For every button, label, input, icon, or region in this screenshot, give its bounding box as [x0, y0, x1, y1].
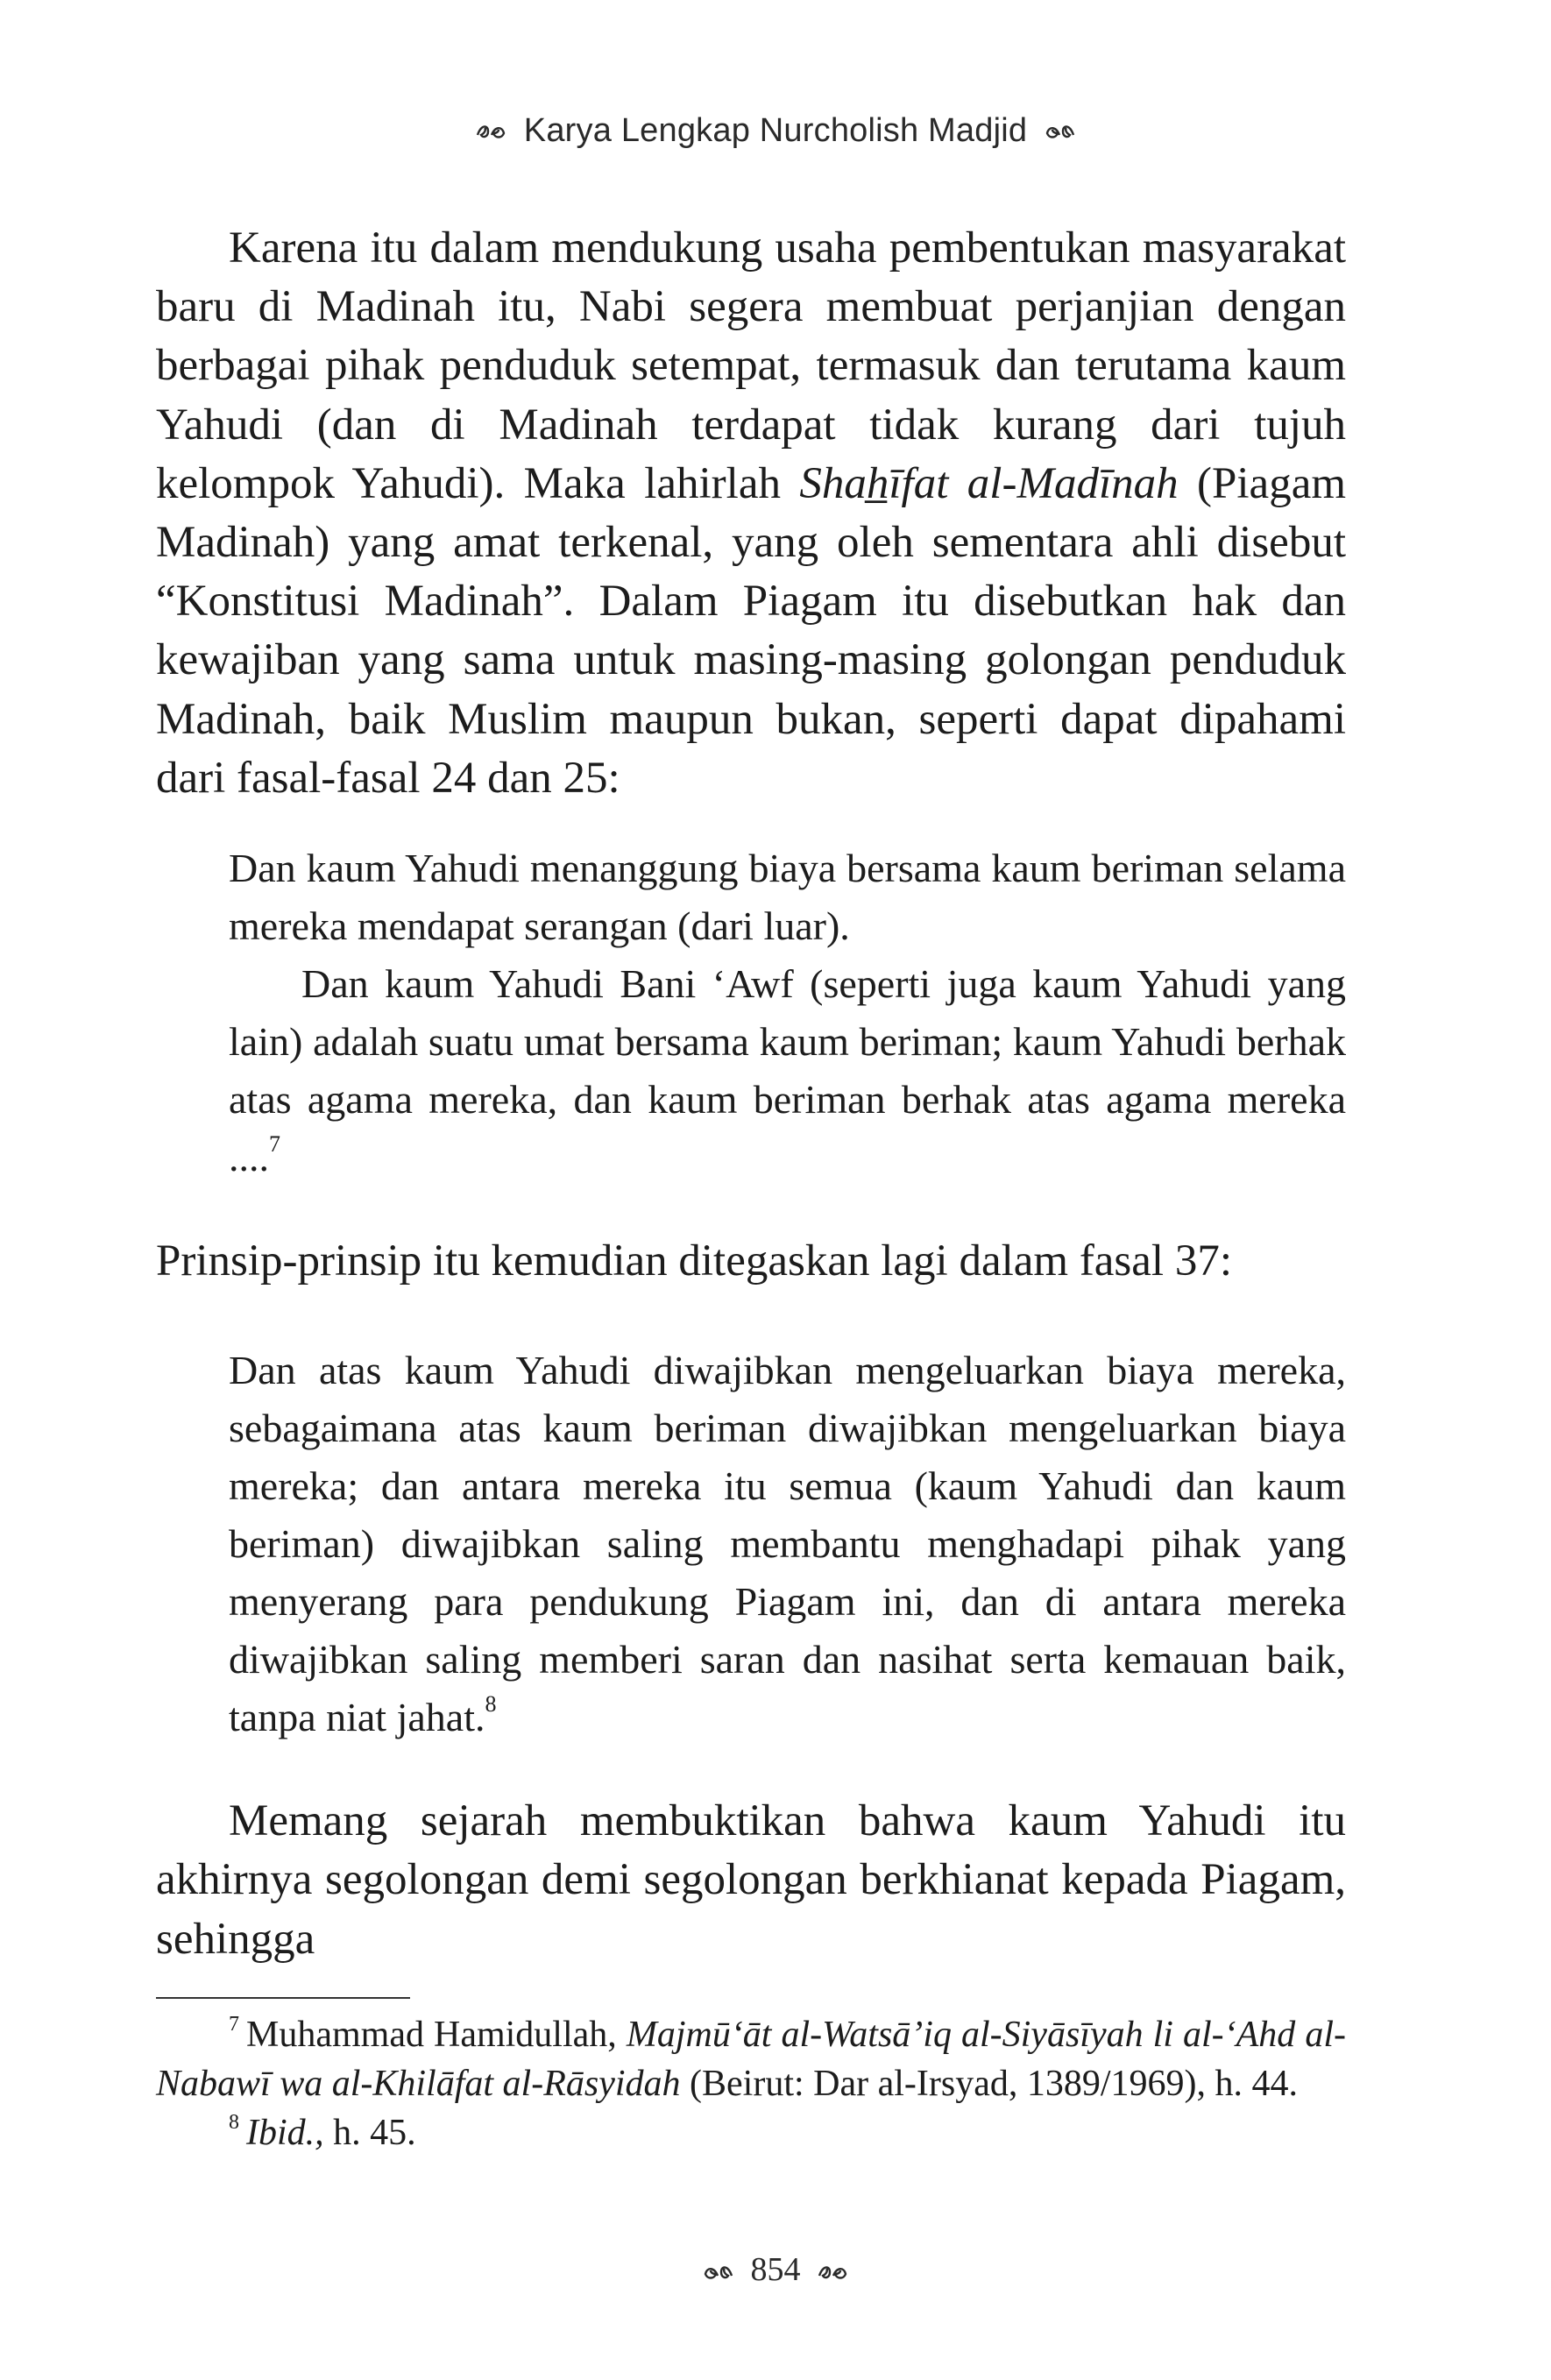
quote-2-text: Dan atas kaum Yahudi diwajibkan mengeluarkan biaya mereka, sebagaimana atas kaum beriman diwajibkan mengeluarkan biaya mereka; dan antara mereka itu semua (kaum Yahudi dan kaum beriman) diwajibkan saling membantu menghadapi pihak yang menyerang para pendukung Piagam ini, dan di antara mereka diwajibkan saling memberi saran dan nasihat serta kemauan baik, tanpa niat jahat.	[229, 1348, 1346, 1740]
quote-1-paragraph-2-text: Dan kaum Yahudi Bani ‘Awf (seperti juga kaum Yahudi yang lain) adalah suatu umat bersama kaum beriman; kaum Yahudi berhak atas agama mereka, dan kaum beriman berhak atas agama mereka ....	[229, 961, 1346, 1180]
footnotes	[156, 2010, 1346, 2157]
footnote-ref-8[interactable]: 8	[485, 1691, 497, 1718]
header-title: Karya Lengkap Nurcholish Madjid	[523, 112, 1028, 149]
footnote-7-author: Muhammad Hamidullah,	[246, 2015, 627, 2055]
footnote-8-page: h. 45.	[323, 2113, 416, 2153]
page-number: 854	[750, 2251, 801, 2288]
quote-2-paragraph	[229, 1342, 1346, 1746]
block-quote-2	[229, 1342, 1346, 1746]
footnote-7	[156, 2010, 1346, 2108]
ornament-right-icon	[1045, 114, 1075, 150]
paragraph-3: Memang sejarah membuktikan bahwa kaum Yahudi itu akhirnya segolongan demi segolongan berkhianat kepada Piagam, sehingga	[156, 1796, 1346, 1964]
paragraph-1-text-b: (Piagam Madinah) yang amat terkenal, yang oleh sementara ahli disebut “Konstitusi Madinah”. Dalam Piagam itu disebutkan hak dan kewajiban yang sama untuk masing-masing golongan penduduk Madinah, baik Muslim maupun bukan, seperti dapat dipahami dari fasal-fasal 24 dan 25:	[156, 458, 1346, 803]
footnote-8	[156, 2108, 1346, 2157]
footnote-7-title: Majmū‘āt al-Watsā’iq al-Siyāsīyah li al-‘Ahd al-Nabawī wa al-Khilāfat al-Rāsyidah	[156, 2015, 1346, 2104]
footnote-ref-7[interactable]: 7	[269, 1131, 280, 1158]
footnote-7-number: 7	[229, 2013, 239, 2036]
page-folio	[0, 2250, 1551, 2291]
folio-ornament-left-icon	[704, 2255, 733, 2291]
footnote-7-publication: (Beirut: Dar al-Irsyad, 1389/1969), h. 44.	[680, 2064, 1299, 2104]
block-quote-1	[229, 839, 1346, 1186]
running-header	[0, 112, 1551, 150]
paragraph-1	[156, 219, 1346, 808]
footnote-8-ibid: Ibid.,	[246, 2113, 324, 2153]
paragraph-1-italic-title: Shah̲īfat al-Madīnah	[799, 458, 1179, 508]
main-text	[156, 219, 1346, 1969]
ornament-left-icon	[476, 114, 506, 150]
footnote-divider	[156, 1997, 410, 1999]
footnote-8-number: 8	[229, 2111, 239, 2134]
folio-ornament-right-icon	[818, 2255, 847, 2291]
paragraph-2: Prinsip-prinsip itu kemudian ditegaskan lagi dalam fasal 37:	[156, 1236, 1233, 1286]
quote-1-paragraph-1: Dan kaum Yahudi menanggung biaya bersama kaum beriman selama mereka mendapat serangan (dari luar).	[229, 846, 1346, 949]
paragraph-1-text-a: Karena itu dalam mendukung usaha pembentukan masyarakat baru di Madinah itu, Nabi segera membuat perjanjian dengan berbagai pihak penduduk setempat, termasuk dan terutama kaum Yahudi (dan di Madinah terdapat tidak kurang dari tujuh kelompok Yahudi). Maka lahirlah	[156, 223, 1346, 508]
quote-1-paragraph-2	[229, 955, 1346, 1186]
